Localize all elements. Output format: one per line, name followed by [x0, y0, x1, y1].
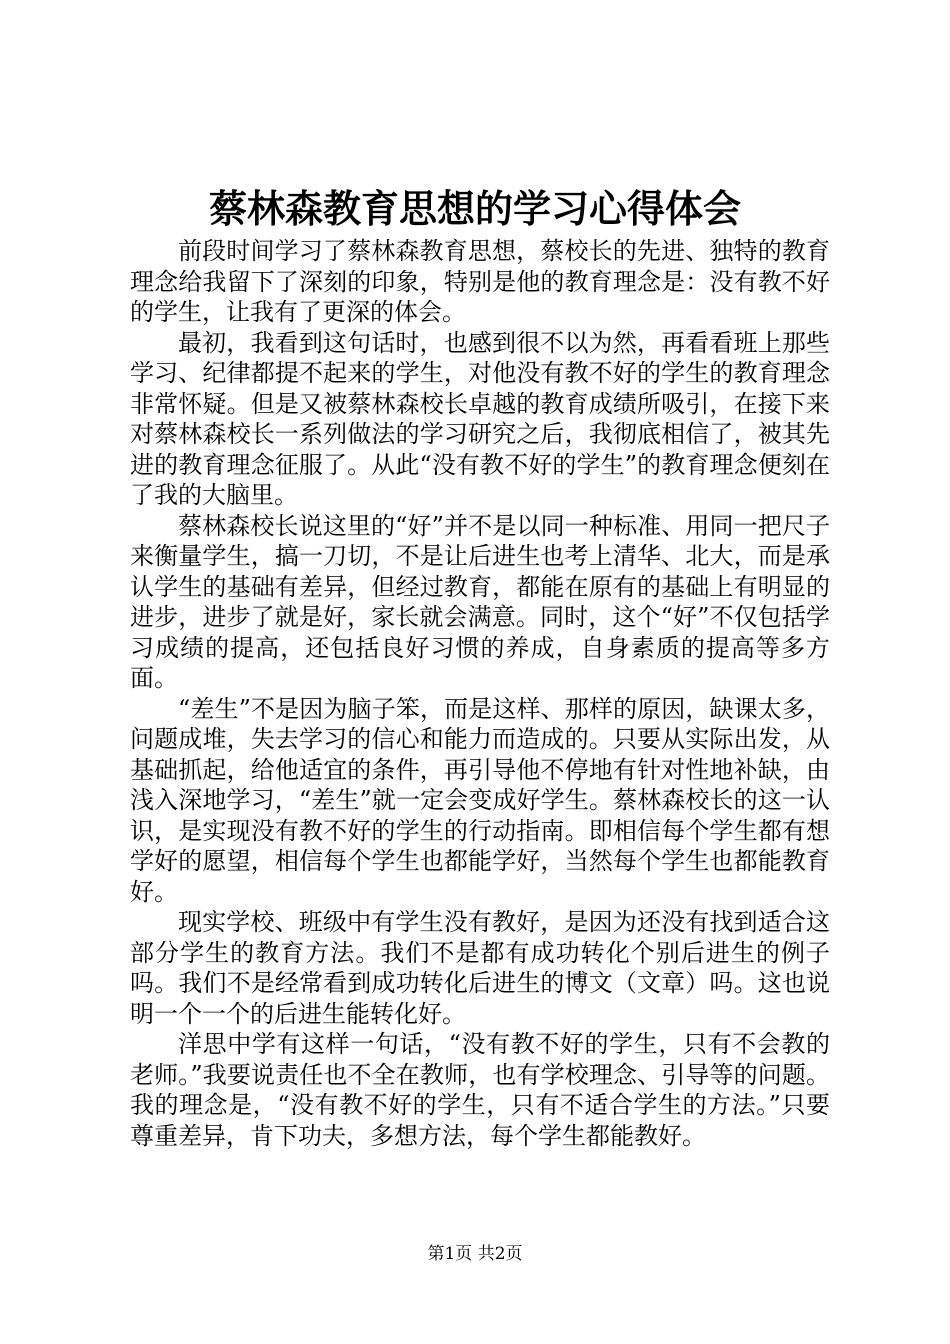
paragraph: 现实学校、班级中有学生没有教好，是因为还没有找到适合这部分学生的教育方法。我们不是都有成功转化个别后进生的例子吗。我们不是经常看到成功转化后进生的博文（文章）吗。这也说明一个一个的后进生能转化好。 [130, 908, 830, 1028]
paragraph: 蔡林森校长说这里的“好”并不是以同一种标准、用同一把尺子来衡量学生，搞一刀切，不是让后进生也考上清华、北大，而是承认学生的基础有差异，但经过教育，都能在原有的基础上有明显的进步，进步了就是好，家长就会满意。同时，这个“好”不仅包括学习成绩的提高，还包括良好习惯的养成，自身素质的提高等多方面。 [130, 511, 830, 692]
paragraph: “差生”不是因为脑子笨，而是这样、那样的原因，缺课太多，问题成堆，失去学习的信心和能力而造成的。只要从实际出发，从基础抓起，给他适宜的条件，再引导他不停地有针对性地补缺，由浅入深地学习，“差生”就一定会变成好学生。蔡林森校长的这一认识，是实现没有教不好的学生的行动指南。即相信每个学生都有想学好的愿望，相信每个学生也都能学好，当然每个学生也都能教育好。 [130, 694, 830, 906]
paragraph: 最初，我看到这句话时，也感到很不以为然，再看看班上那些学习、纪律都提不起来的学生，对他没有教不好的学生的教育理念非常怀疑。但是又被蔡林森校长卓越的教育成绩所吸引，在接下来对蔡林森校长一系列做法的学习研究之后，我彻底相信了，被其先进的教育理念征服了。从此“没有教不好的学生”的教育理念便刻在了我的大脑里。 [130, 328, 830, 509]
document-title: 蔡林森教育思想的学习心得体会 [208, 186, 741, 231]
paragraph: 洋思中学有这样一句话，“没有教不好的学生，只有不会教的老师。”我要说责任也不全在教师，也有学校理念、引导等的问题。我的理念是，“没有教不好的学生，只有不适合学生的方法。”只要尊重差异，肯下功夫，多想方法，每个学生都能教好。 [130, 1030, 830, 1150]
page-footer: 第1页 共2页 [427, 1244, 523, 1264]
document-body [130, 236, 830, 1151]
paragraph: 前段时间学习了蔡林森教育思想，蔡校长的先进、独特的教育理念给我留下了深刻的印象，特别是他的教育理念是：没有教不好的学生，让我有了更深的体会。 [130, 237, 830, 326]
